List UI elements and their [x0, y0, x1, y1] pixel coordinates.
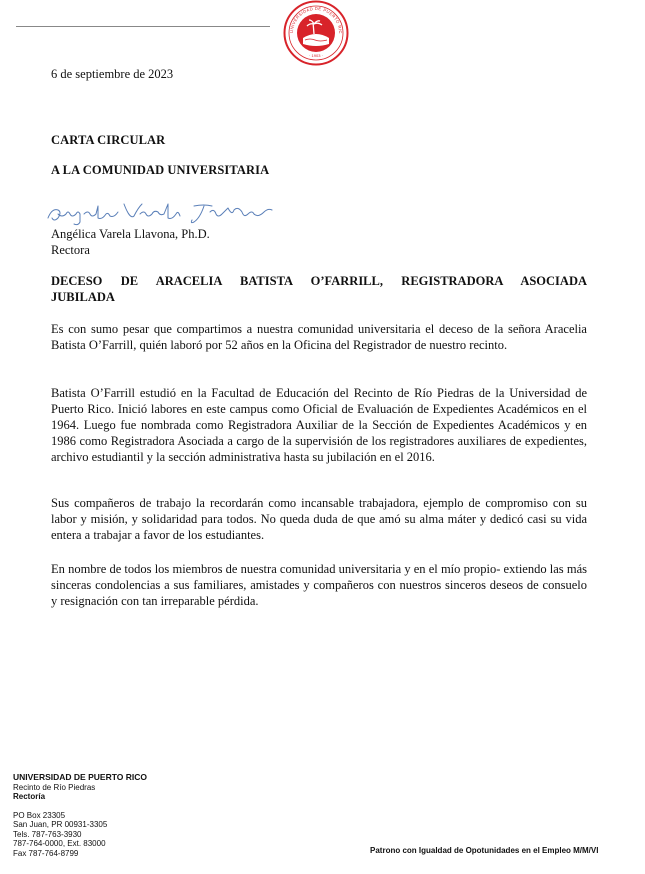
footer-address-line: Tels. 787-763-3930 [13, 829, 82, 839]
footer-address-line: Fax 787-764-8799 [13, 848, 79, 858]
signer-title: Rectora [51, 243, 90, 257]
heading-audience: A LA COMUNIDAD UNIVERSITARIA [51, 163, 270, 177]
footer-campus: Recinto de Río Piedras [13, 782, 96, 792]
paragraph-3: Sus compañeros de trabajo la recordarán como incansable trabajadora, ejemplo de compromiso con su labor y misión, y solidaridad para todos. No queda duda de que amó su alma máter y dedicó casi su vida entera a trabajar a favor de los estudiantes. [51, 496, 587, 542]
footer-university: UNIVERSIDAD DE PUERTO RICO [13, 772, 147, 782]
footer-equal-opportunity: Patrono con Igualdad de Opotunidades en el Empleo M/M/VI [370, 846, 599, 855]
letter-date: 6 de septiembre de 2023 [51, 67, 174, 81]
handwritten-signature [44, 196, 276, 230]
header-rule [16, 26, 270, 27]
subject-line [51, 273, 587, 305]
subject-line-2: JUBILADA [51, 290, 115, 304]
signer-name: Angélica Varela Llavona, Ph.D. [51, 227, 210, 241]
svg-text:UNIVERSIDAD DE PUERTO RICO · R: UNIVERSIDAD DE PUERTO RIC [288, 5, 344, 35]
footer-address-line: 787-764-0000, Ext. 83000 [13, 839, 106, 848]
subject-line-1: DECESO DE ARACELIA BATISTA O’FARRILL, REGISTRADORA ASOCIADA [51, 274, 587, 288]
footer-office: Rectoría [13, 792, 46, 801]
footer-address-block [13, 773, 147, 858]
heading-circular: CARTA CIRCULAR [51, 133, 166, 147]
footer-address-line: San Juan, PR 00931-3305 [13, 820, 108, 829]
paragraph-1: Es con sumo pesar que compartimos a nuestra comunidad universitaria el deceso de la señora Aracelia Batista O’Farrill, quién laboró por 52 años en la Oficina del Registrador de nuestro recinto. [51, 322, 587, 352]
university-seal-icon [283, 0, 349, 66]
signer-block [51, 226, 210, 258]
footer-address-line: PO Box 23305 [13, 810, 66, 820]
paragraph-2: Batista O’Farrill estudió en la Facultad de Educación del Recinto de Río Piedras de la Universidad de Puerto Rico. Inició labores en este campus como Oficial de Evaluación de Expedientes Académicos en el 1964. Luego fue nombrada como Registradora Auxiliar de la Sección de Expedientes Académicos y en 1986 como Registradora Asociada a cargo de la supervisión de los registradores auxiliares de expedientes, archivo estudiantil y la sección administrativa hasta su jubilación en el 2016. [51, 386, 587, 464]
paragraph-4: En nombre de todos los miembros de nuestra comunidad universitaria y en el mío propio- extiendo las más sinceras condolencias a sus familiares, amistades y compañeros con nuestros sinceros deseos de consuelo y resignación con tan irreparable pérdida. [51, 562, 587, 608]
svg-text:· 1903 ·: · 1903 · [309, 53, 323, 58]
